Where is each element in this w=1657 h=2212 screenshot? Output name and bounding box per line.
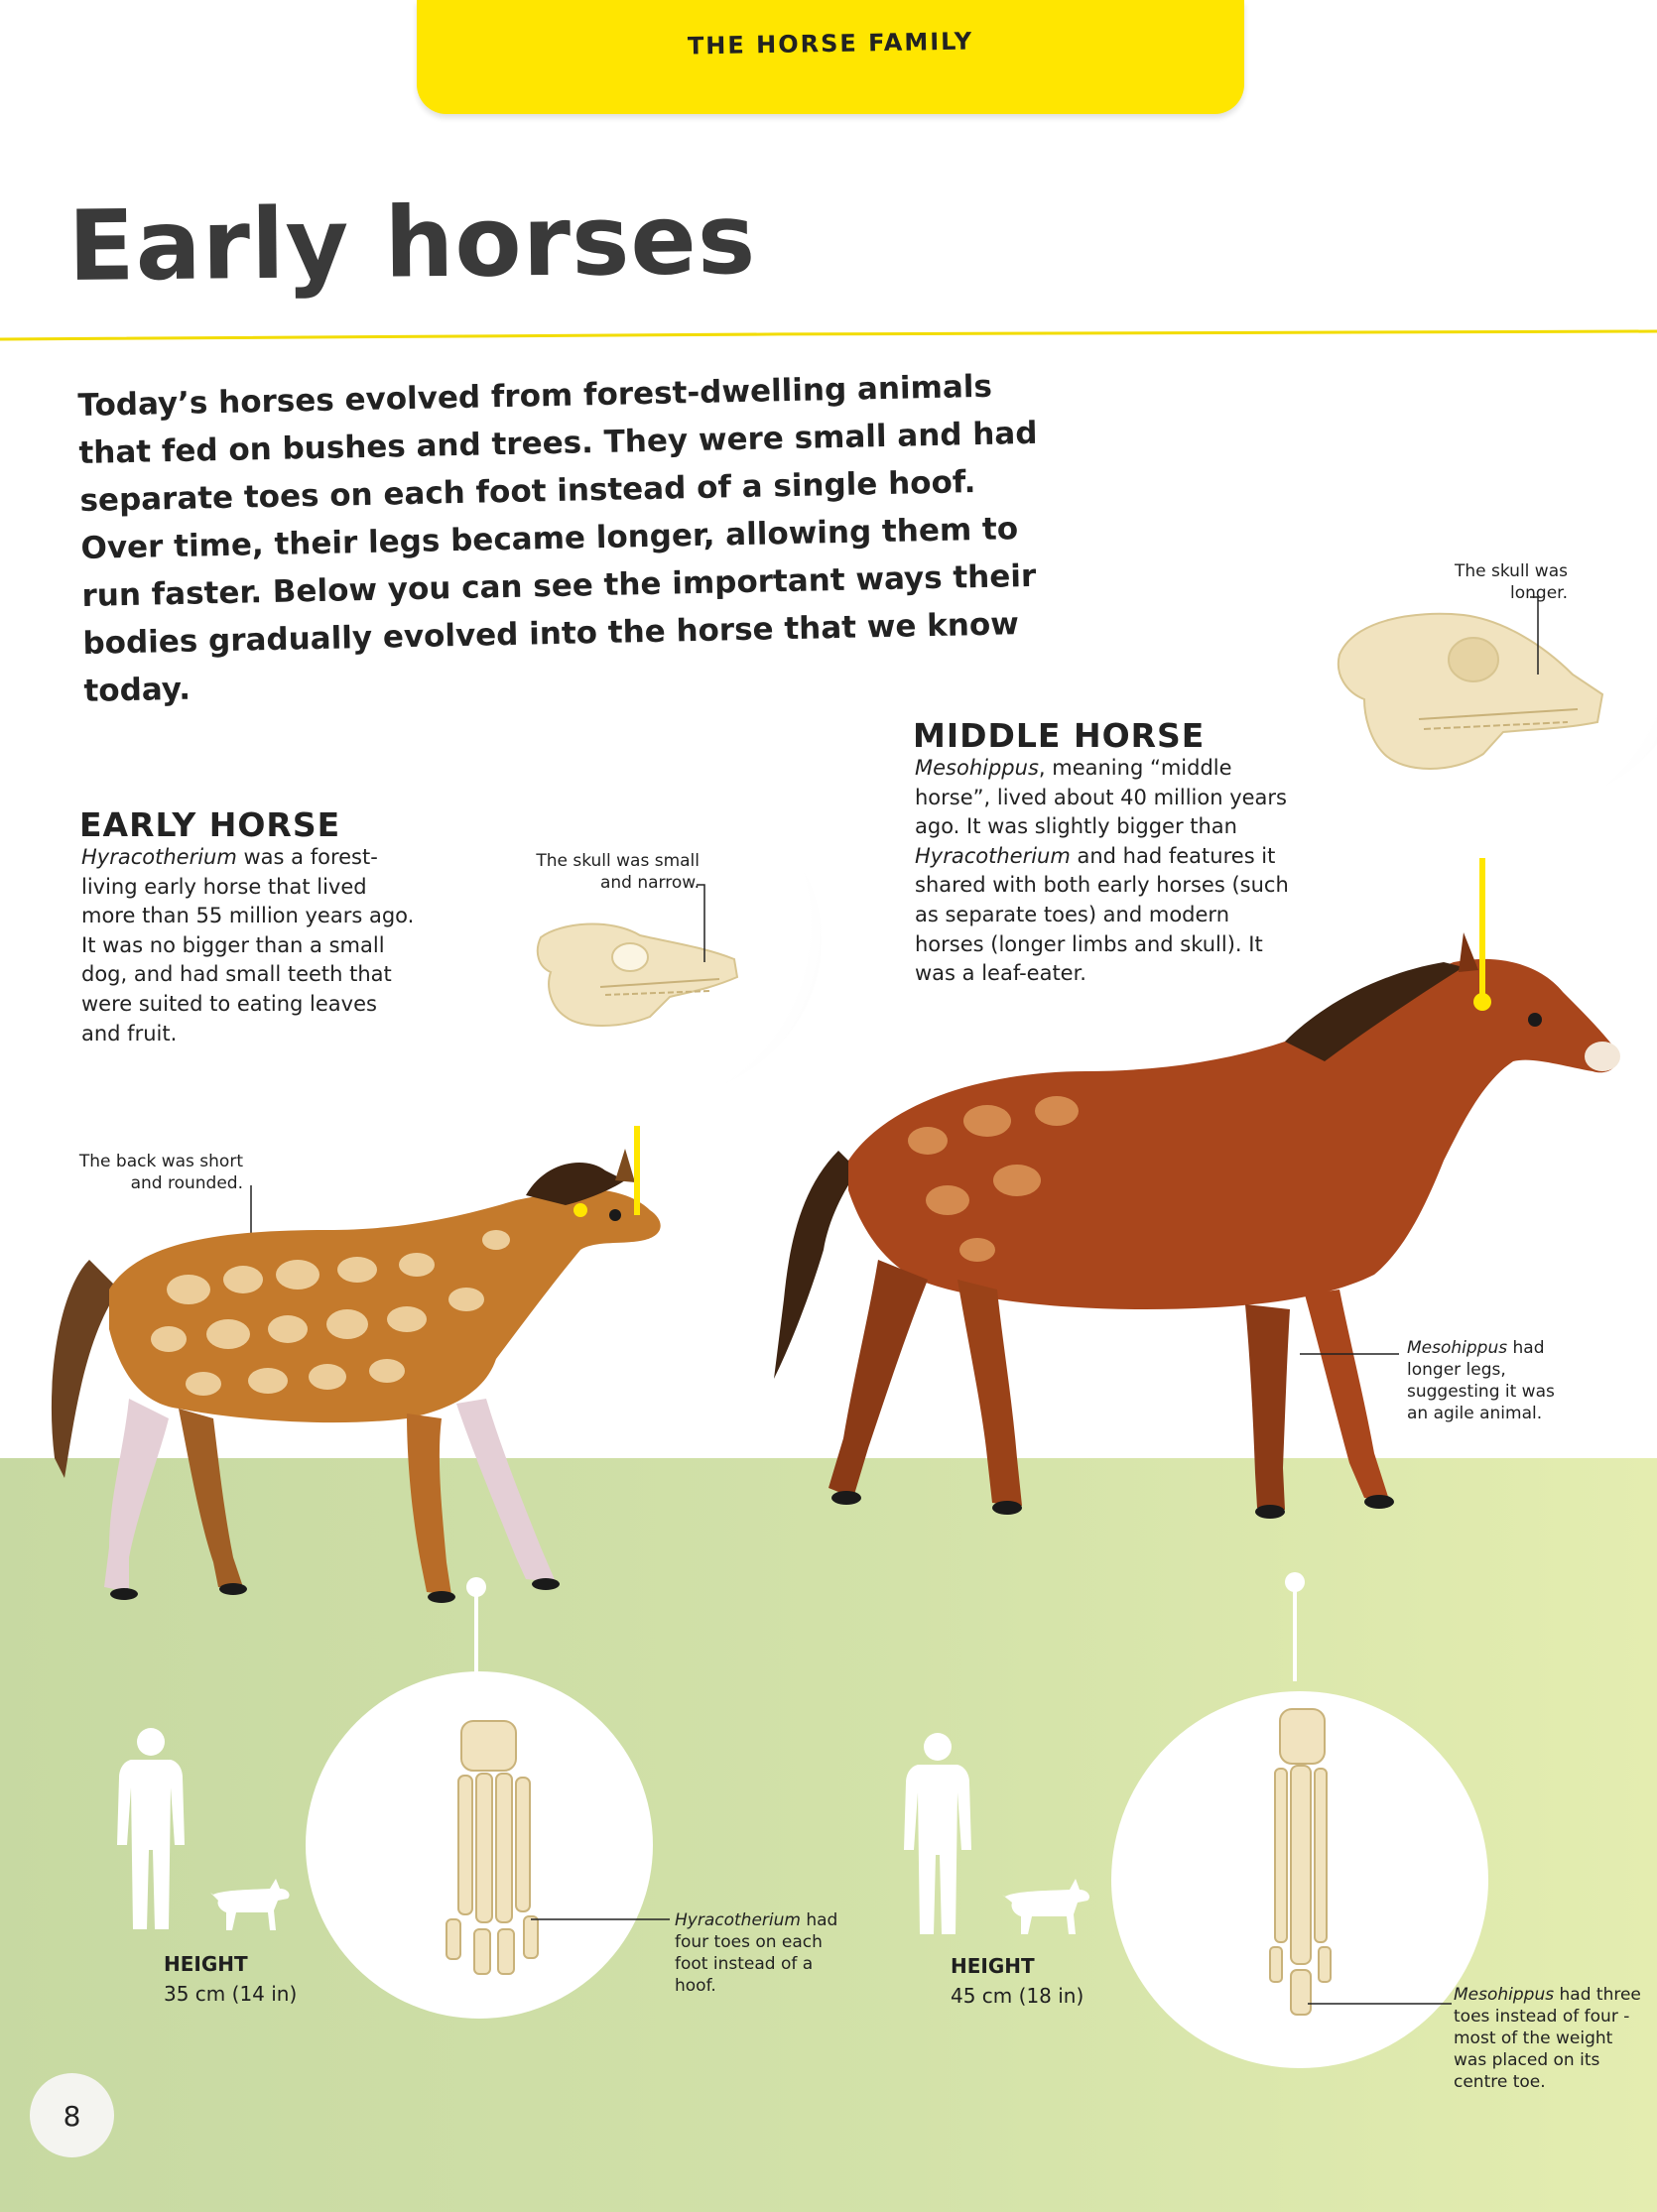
middle-horse-heading: MIDDLE HORSE	[913, 716, 1206, 755]
middle-horse-description-text-2: and had features it shared with both early horses (such as separate toes) and modern horses (longer limbs and skull). It was a leaf-eater.	[915, 843, 1289, 986]
middle-height-value: 45 cm (18 in)	[951, 1984, 1084, 2008]
middle-foot-species-name: Mesohippus	[1454, 1985, 1555, 2005]
section-tab-label: THE HORSE FAMILY	[687, 27, 974, 61]
middle-legs-species-name: Mesohippus	[1407, 1338, 1508, 1358]
early-foot-species-name: Hyracotherium	[675, 1910, 801, 1930]
early-skull-pointer	[695, 883, 714, 967]
early-foot-caption	[675, 1909, 853, 1997]
middle-foot-caption	[1454, 1984, 1647, 2093]
middle-height-label: HEIGHT	[951, 1954, 1035, 1978]
early-back-caption: The back was short and rounded.	[78, 1152, 243, 1193]
middle-skull-pointer	[1528, 595, 1548, 679]
page-number: 8	[63, 2100, 81, 2133]
page-title: Early horses	[67, 183, 757, 304]
middle-horse-species-name: Mesohippus	[915, 756, 1039, 780]
dog-silhouette-icon	[1000, 1875, 1094, 1936]
middle-foot-connector-dot	[1285, 1572, 1305, 1592]
early-height-label: HEIGHT	[164, 1952, 248, 1976]
early-foot-connector-dot	[466, 1577, 486, 1597]
middle-foot-connector	[1293, 1582, 1297, 1681]
middle-horse-description-text-1: , meaning “middle horse”, lived about 40 million years ago. It was slightly bigger than	[915, 756, 1287, 839]
middle-foot-caption-text: had three toes instead of four - most of the weight was placed on its centre toe.	[1454, 1985, 1641, 2092]
human-silhouette-icon	[111, 1726, 191, 1934]
middle-legs-pointer	[1300, 1349, 1399, 1359]
middle-foot-bones	[1255, 1704, 1344, 2022]
middle-horse-compare-name: Hyracotherium	[915, 843, 1071, 868]
early-horse-species-name: Hyracotherium	[81, 845, 237, 869]
middle-legs-caption-text: had longer legs, suggesting it was an agile animal.	[1407, 1338, 1555, 1423]
middle-horse-illustration	[729, 932, 1622, 1597]
early-horse-heading: EARLY HORSE	[79, 805, 341, 844]
middle-skull-caption: The skull was longer.	[1454, 561, 1568, 603]
human-silhouette-icon	[898, 1731, 977, 1939]
middle-foot-pointer	[1308, 1999, 1452, 2009]
early-foot-connector	[474, 1587, 478, 1676]
early-skull-caption: The skull was small and narrow.	[536, 851, 700, 893]
early-height-value: 35 cm (14 in)	[164, 1982, 298, 2006]
early-horse-illustration	[30, 1121, 784, 1617]
middle-skull-marker-line	[1479, 858, 1485, 1007]
middle-legs-caption	[1407, 1337, 1576, 1424]
early-horse-description	[81, 843, 419, 1048]
middle-skull-illustration	[1335, 605, 1607, 779]
early-foot-caption-text: had four toes on each foot instead of a hoof.	[675, 1910, 838, 1996]
early-horse-description-text: was a forest-living early horse that lived more than 55 million years ago. It was no bigger than a small dog, and had small teeth that were suited to eating leaves and fruit.	[81, 845, 415, 1045]
early-skull-marker-line	[634, 1126, 640, 1215]
title-underline	[0, 327, 1657, 343]
early-foot-bones	[437, 1716, 546, 1984]
intro-paragraph: Today’s horses evolved from forest-dwelling animals that fed on bushes and trees. They were small and had separate toes on each foot instead of a single hoof. Over time, their legs became longer, allowing them to run faster. Below you can see the important ways their bodies gradually evolved into the horse that we know today.	[77, 368, 1038, 709]
dog-silhouette-icon	[208, 1875, 293, 1932]
early-foot-pointer	[531, 1914, 670, 1924]
